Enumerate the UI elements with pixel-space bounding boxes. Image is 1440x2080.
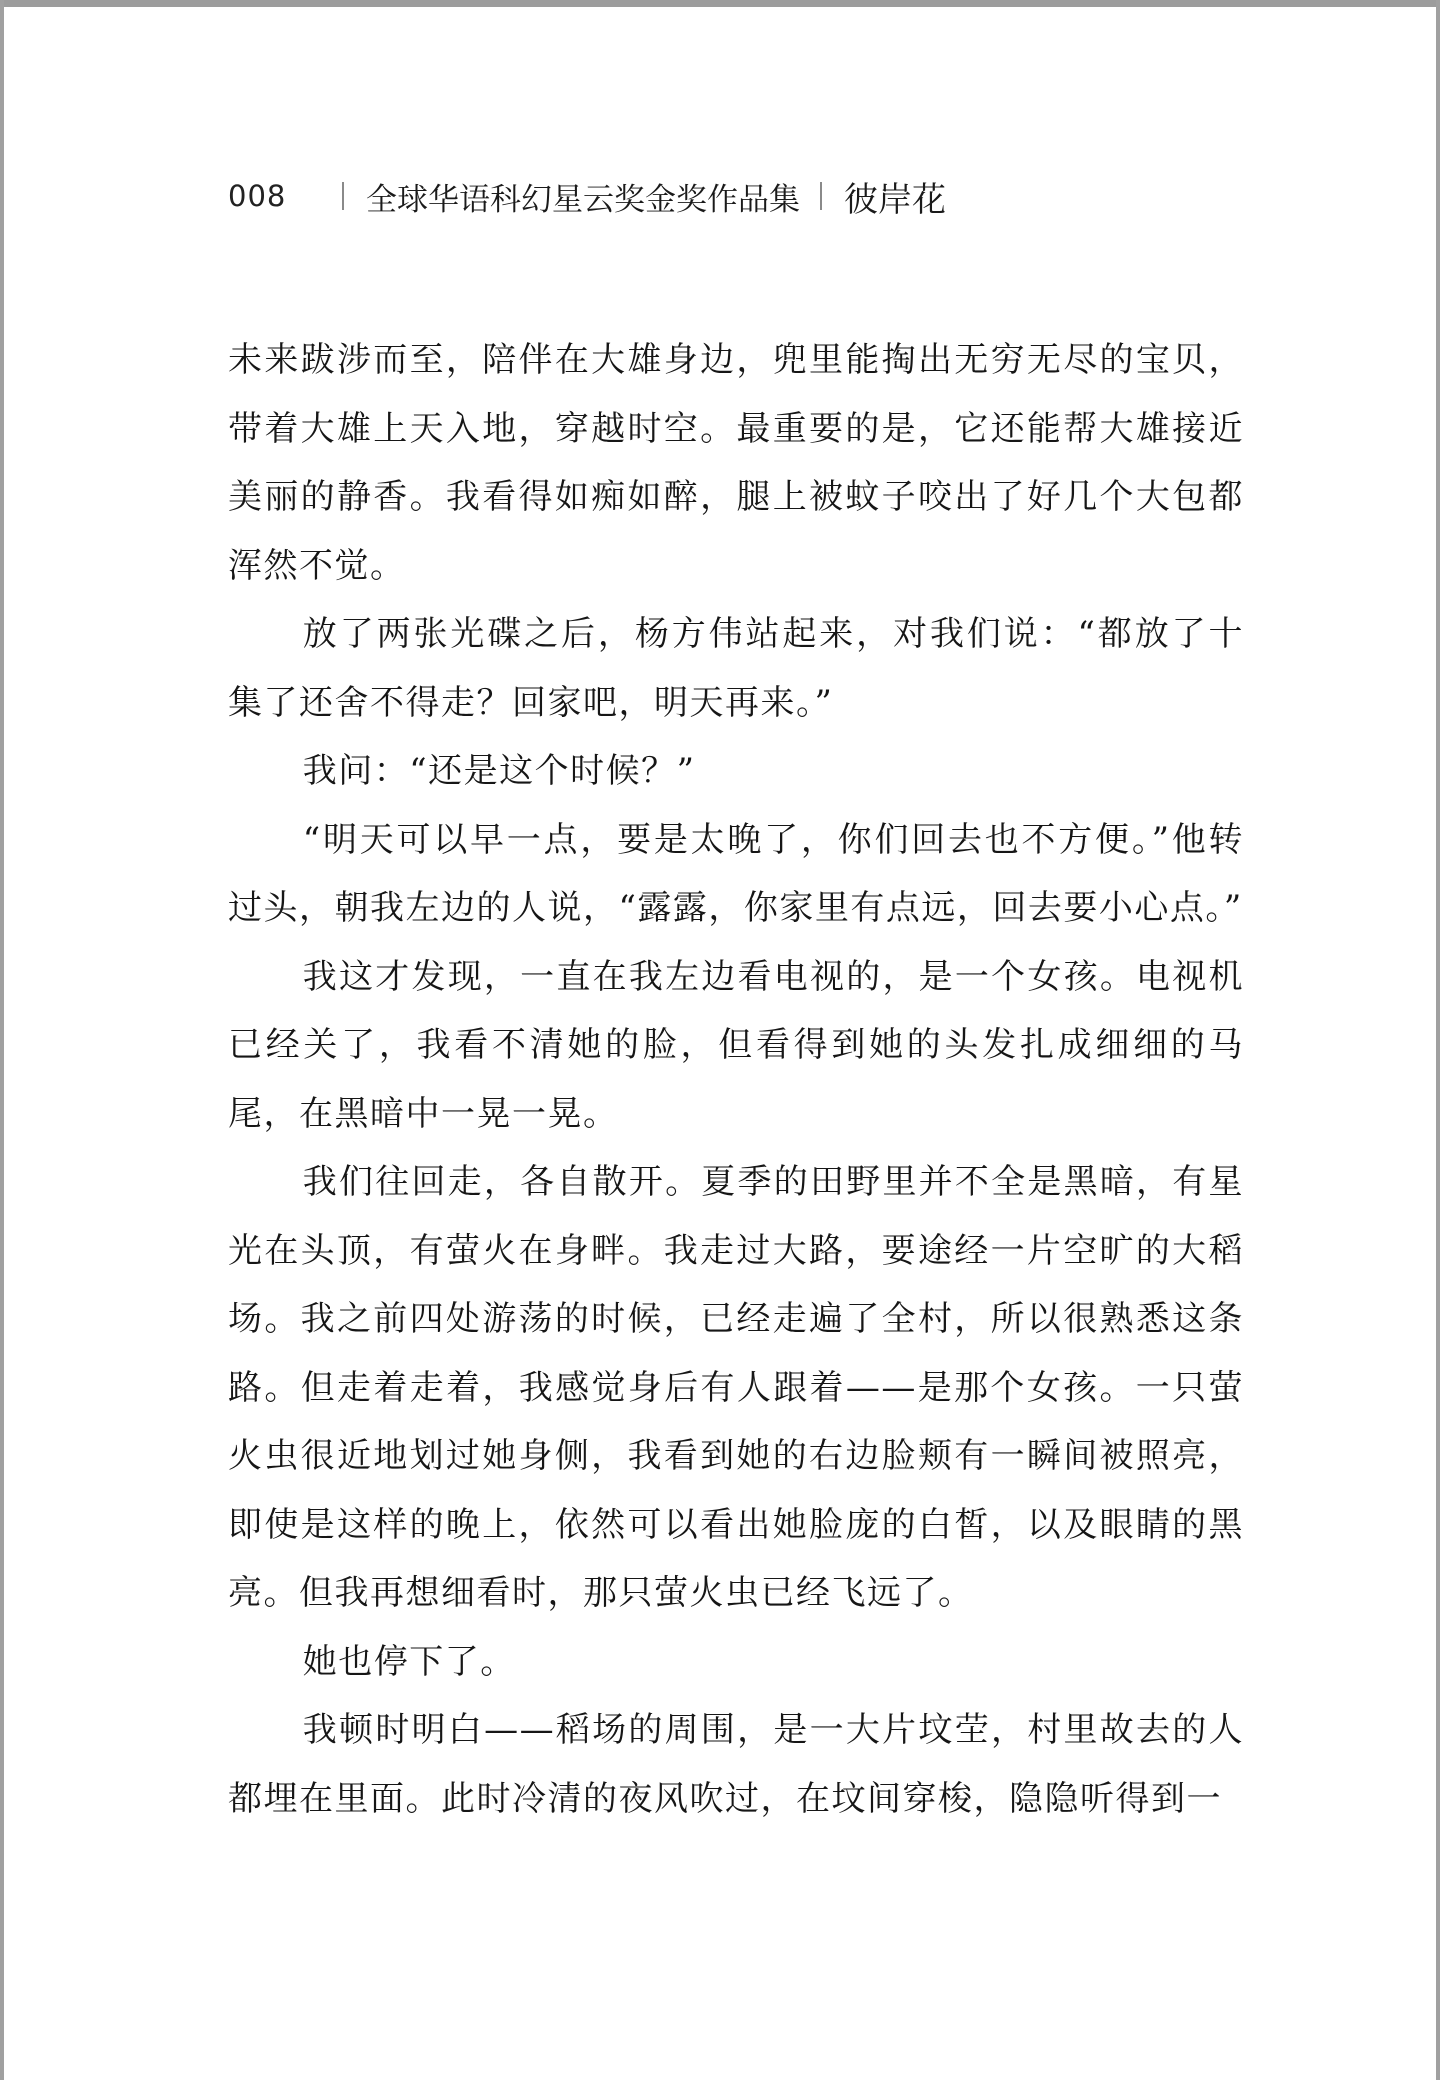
paragraph: “明天可以早一点，要是太晚了，你们回去也不方便。”他转过头，朝我左边的人说，“露露，你家里有点远，回去要小心点。” xyxy=(228,819,1244,928)
paragraph-continued: 未来跋涉而至，陪伴在大雄身边，兜里能掏出无穷无尽的宝贝，带着大雄上天入地，穿越时空。最重要的是，它还能帮大雄接近美丽的静香。我看得如痴如醉，腿上被蚊子咬出了好几个大包都浑然不觉。 xyxy=(228,340,1244,586)
header-divider xyxy=(342,182,344,210)
body-text xyxy=(228,326,1244,1833)
top-border xyxy=(0,0,1440,7)
paragraph: 我顿时明白——稻场的周围，是一大片坟茔，村里故去的人都埋在里面。此时冷清的夜风吹过，在坟间穿梭，隐隐听得到一 xyxy=(228,1710,1244,1819)
page-header xyxy=(228,172,946,220)
left-border xyxy=(0,0,4,2080)
book-title: 全球华语科幻星云奖金奖作品集 xyxy=(366,181,800,218)
page-number: 008 xyxy=(228,179,287,213)
paragraph: 我们往回走，各自散开。夏季的田野里并不全是黑暗，有星光在头顶，有萤火在身畔。我走过大路，要途经一片空旷的大稻场。我之前四处游荡的时候，已经走遍了全村，所以很熟悉这条路。但走着走着，我感觉身后有人跟着——是那个女孩。一只萤火虫很近地划过她身侧，我看到她的右边脸颊有一瞬间被照亮，即使是这样的晚上，依然可以看出她脸庞的白皙，以及眼睛的黑亮。但我再想细看时，那只萤火虫已经飞远了。 xyxy=(228,1162,1244,1613)
paragraph: 她也停下了。 xyxy=(302,1641,516,1682)
paragraph: 放了两张光碟之后，杨方伟站起来，对我们说：“都放了十集了还舍不得走？回家吧，明天再来。” xyxy=(228,614,1244,723)
paragraph: 我这才发现，一直在我左边看电视的，是一个女孩。电视机已经关了，我看不清她的脸，但看得到她的头发扎成细细的马尾，在黑暗中一晃一晃。 xyxy=(228,956,1244,1134)
story-title: 彼岸花 xyxy=(844,179,946,220)
right-border xyxy=(1436,0,1440,2080)
paragraph: 我问：“还是这个时候？” xyxy=(302,751,696,791)
header-divider xyxy=(820,182,822,210)
